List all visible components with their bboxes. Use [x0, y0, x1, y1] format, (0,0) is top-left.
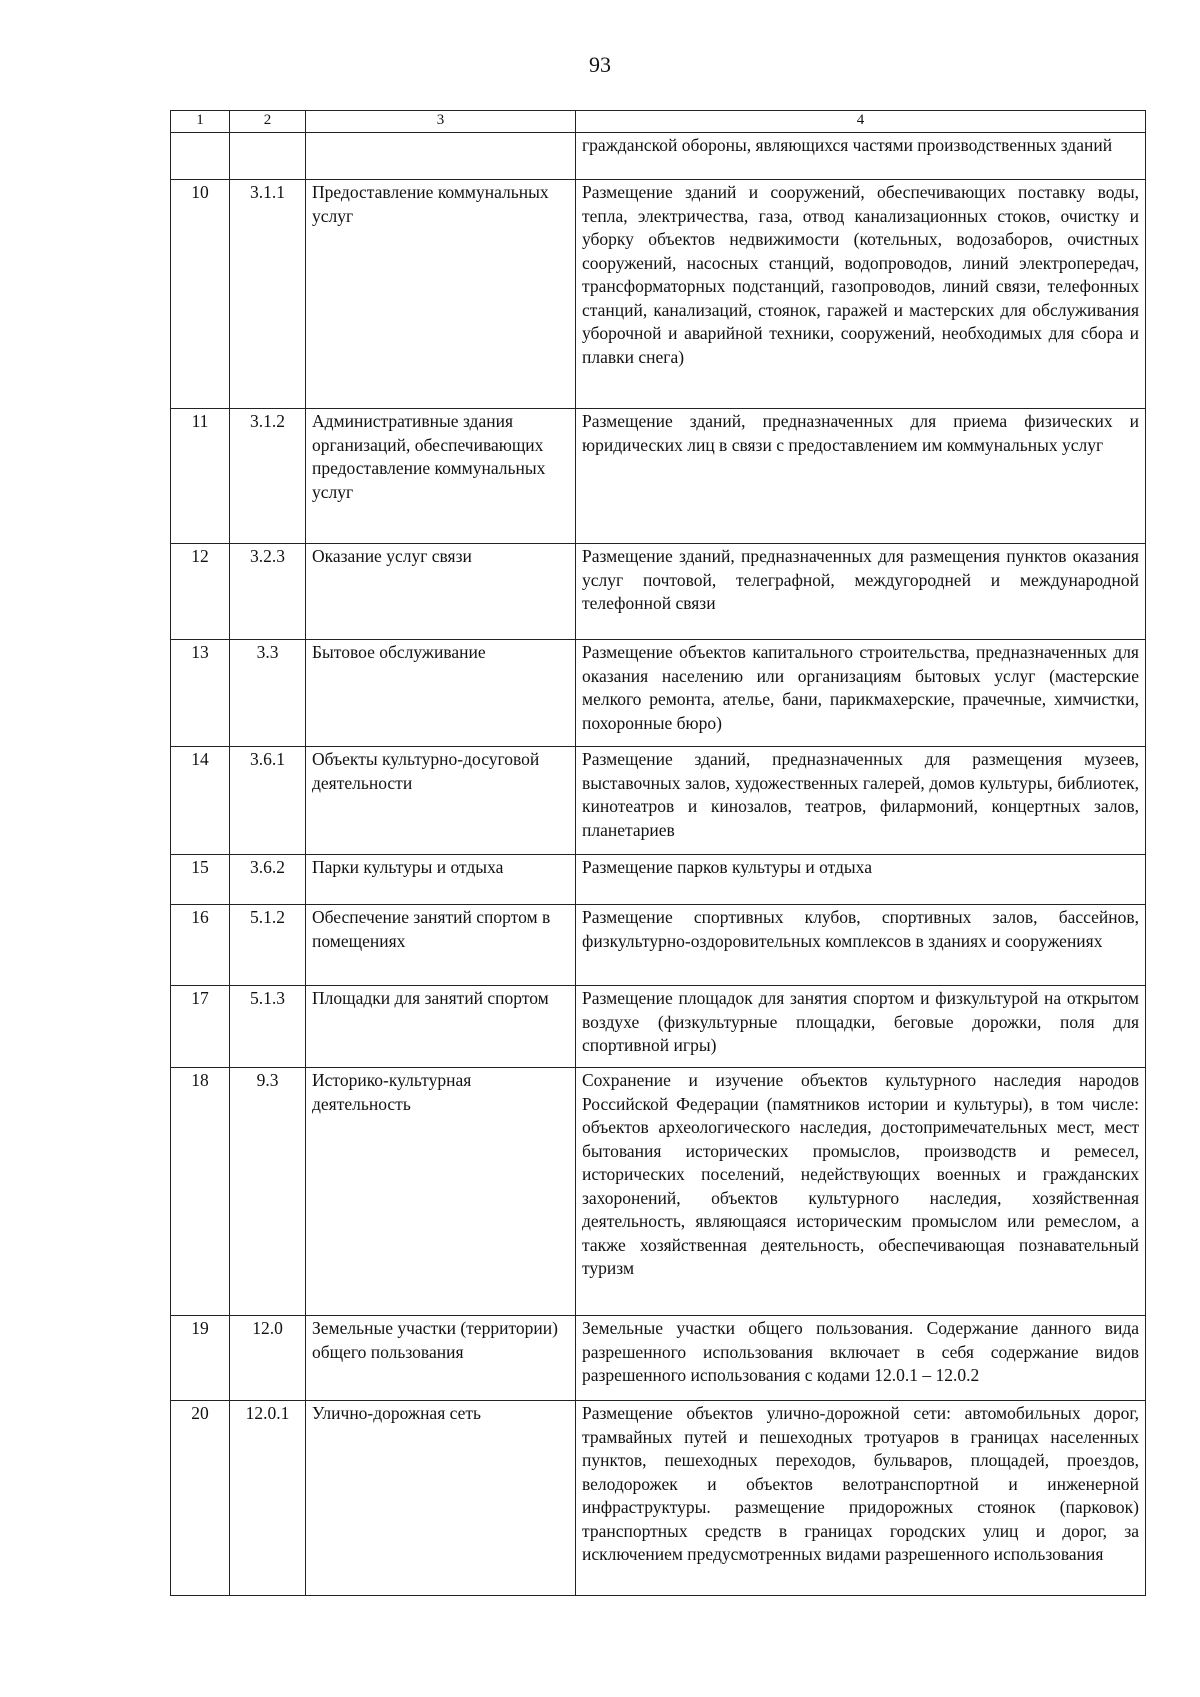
row-name: Обеспечение занятий спортом в помещениях: [306, 905, 576, 986]
row-description: Земельные участки общего пользования. Содержание данного вида разрешенного использования включает в себя содержание видов разрешенного использования с кодами 12.0.1 – 12.0.2: [576, 1316, 1146, 1401]
header-col-3: 3: [306, 111, 576, 133]
table-row: [171, 1401, 1146, 1596]
row-code: 3.6.1: [230, 747, 306, 855]
row-description: Размещение зданий, предназначенных для размещения пунктов оказания услуг почтовой, телеграфной, междугородней и международной телефонной связи: [576, 544, 1146, 640]
row-code: 3.2.3: [230, 544, 306, 640]
row-code: 9.3: [230, 1068, 306, 1316]
table-row: [171, 1316, 1146, 1401]
table-row: [171, 855, 1146, 905]
table-row: [171, 747, 1146, 855]
row-description: Размещение объектов улично-дорожной сети: автомобильных дорог, трамвайных путей и пешеходных тротуаров в границах населенных пунктов, пешеходных переходов, бульваров, площадей, проездов, велодорожек и объектов велотранспортной и инженерной инфраструктуры. размещение придорожных стоянок (парковок) транспортных средств в границах городских улиц и дорог, за исключением предусмотренных видами разрешенного использования: [576, 1401, 1146, 1596]
header-col-2: 2: [230, 111, 306, 133]
land-use-table: [170, 110, 1146, 1596]
row-description: Размещение спортивных клубов, спортивных залов, бассейнов, физкультурно-оздоровительных комплексов в зданиях и сооружениях: [576, 905, 1146, 986]
table-row: [171, 180, 1146, 409]
row-number: 11: [171, 409, 230, 544]
header-col-1: 1: [171, 111, 230, 133]
row-description: Размещение зданий и сооружений, обеспечивающих поставку воды, тепла, электричества, газа, отвод канализационных стоков, очистку и уборку объектов недвижимости (котельных, водозаборов, очистных сооружений, насосных станций, водопроводов, линий электропередач, трансформаторных подстанций, газопроводов, линий связи, телефонных станций, канализаций, стоянок, гаражей и мастерских для обслуживания уборочной и аварийной техники, сооружений, необходимых для сбора и плавки снега): [576, 180, 1146, 409]
row-description: Размещение зданий, предназначенных для приема физических и юридических лиц в связи с предоставлением им коммунальных услуг: [576, 409, 1146, 544]
row-name: Оказание услуг связи: [306, 544, 576, 640]
row-name: Административные здания организаций, обеспечивающих предоставление коммунальных услуг: [306, 409, 576, 544]
row-number: 17: [171, 986, 230, 1068]
row-number: 13: [171, 640, 230, 747]
table-row: [171, 1068, 1146, 1316]
page-number: 93: [589, 52, 611, 77]
table-header-row: [171, 111, 1146, 133]
row-code: 5.1.2: [230, 905, 306, 986]
row-code: 12.0.1: [230, 1401, 306, 1596]
row-code: 3.6.2: [230, 855, 306, 905]
row-description: Размещение объектов капитального строительства, предназначенных для оказания населению или организациям бытовых услуг (мастерские мелкого ремонта, ателье, бани, парикмахерские, прачечные, химчистки, похоронные бюро): [576, 640, 1146, 747]
row-description: Сохранение и изучение объектов культурного наследия народов Российской Федерации (памятников истории и культуры), в том числе: объектов археологического наследия, достопримечательных мест, мест бытования исторических промыслов, производств и ремесел, исторических поселений, недействующих военных и гражданских захоронений, объектов культурного наследия, хозяйственная деятельность, являющаяся историческим промыслом или ремеслом, а также хозяйственная деятельность, обеспечивающая познавательный туризм: [576, 1068, 1146, 1316]
row-name: Предоставление коммунальных услуг: [306, 180, 576, 409]
row-number: 19: [171, 1316, 230, 1401]
table-row: [171, 986, 1146, 1068]
row-description: Размещение площадок для занятия спортом и физкультурой на открытом воздухе (физкультурные площадки, беговые дорожки, поля для спортивной игры): [576, 986, 1146, 1068]
table-row: [171, 133, 1146, 180]
row-name: [306, 133, 576, 180]
row-number: 14: [171, 747, 230, 855]
row-name: Земельные участки (территории) общего пользования: [306, 1316, 576, 1401]
row-name: Историко-культурная деятельность: [306, 1068, 576, 1316]
row-name: Улично-дорожная сеть: [306, 1401, 576, 1596]
row-name: Объекты культурно-досуговой деятельности: [306, 747, 576, 855]
row-name: Площадки для занятий спортом: [306, 986, 576, 1068]
row-number: 12: [171, 544, 230, 640]
header-col-4: 4: [576, 111, 1146, 133]
row-code: 3.1.2: [230, 409, 306, 544]
table-row: [171, 640, 1146, 747]
row-code: 5.1.3: [230, 986, 306, 1068]
row-code: 3.1.1: [230, 180, 306, 409]
row-number: 10: [171, 180, 230, 409]
table-row: [171, 409, 1146, 544]
row-code: 12.0: [230, 1316, 306, 1401]
row-number: [171, 133, 230, 180]
row-code: [230, 133, 306, 180]
row-description: гражданской обороны, являющихся частями производственных зданий: [576, 133, 1146, 180]
row-name: Бытовое обслуживание: [306, 640, 576, 747]
row-number: 16: [171, 905, 230, 986]
row-number: 20: [171, 1401, 230, 1596]
row-description: Размещение парков культуры и отдыха: [576, 855, 1146, 905]
row-code: 3.3: [230, 640, 306, 747]
row-description: Размещение зданий, предназначенных для размещения музеев, выставочных залов, художественных галерей, домов культуры, библиотек, кинотеатров и кинозалов, театров, филармоний, концертных залов, планетариев: [576, 747, 1146, 855]
row-number: 15: [171, 855, 230, 905]
table-row: [171, 905, 1146, 986]
row-number: 18: [171, 1068, 230, 1316]
row-name: Парки культуры и отдыха: [306, 855, 576, 905]
table-row: [171, 544, 1146, 640]
